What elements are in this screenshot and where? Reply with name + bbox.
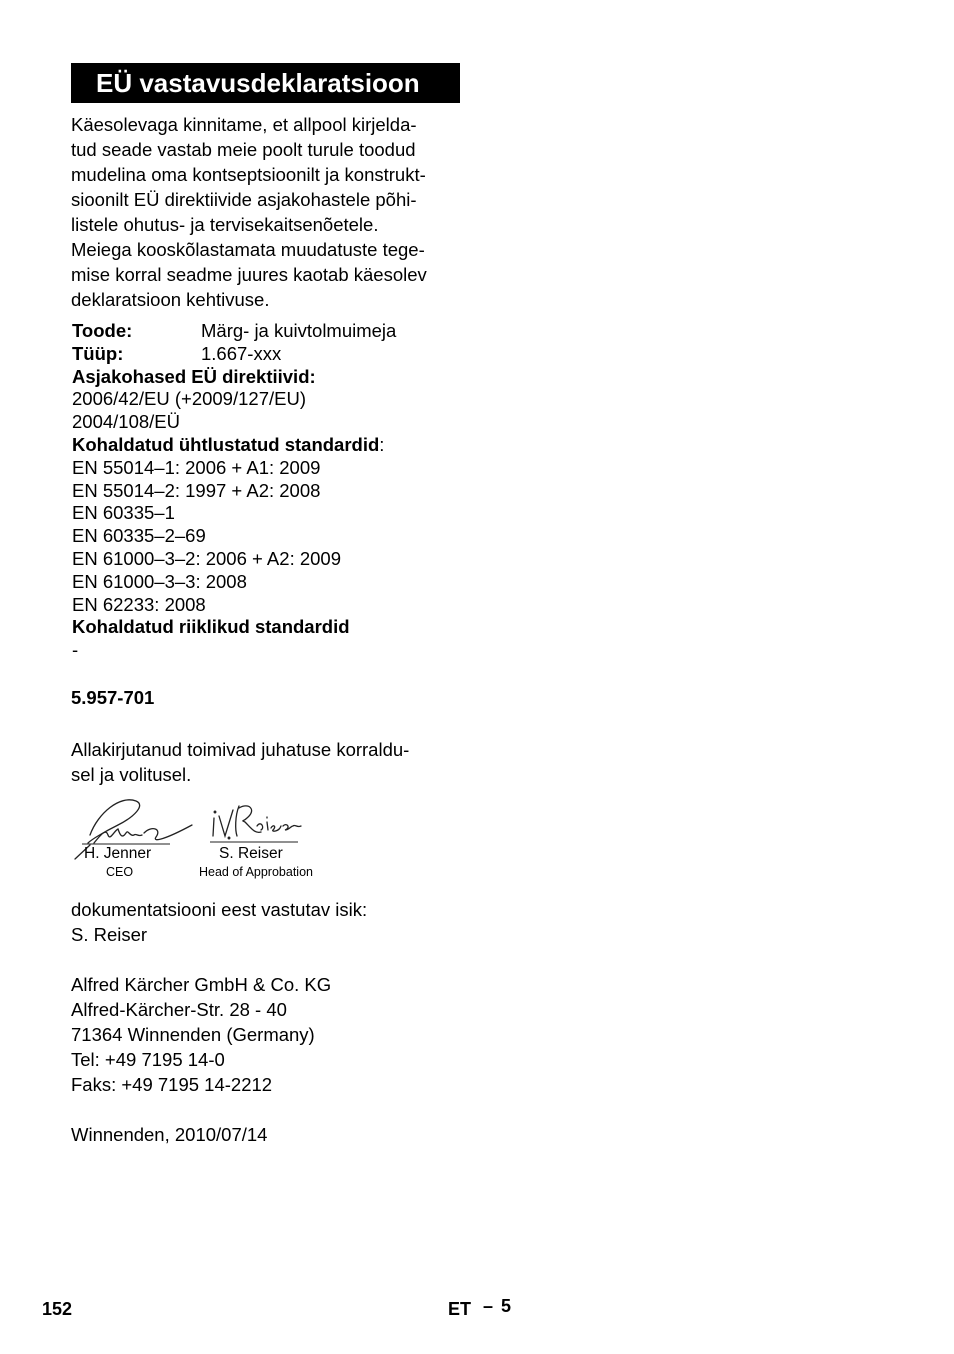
intro-paragraph bbox=[71, 112, 471, 312]
product-label: Toode: bbox=[72, 320, 133, 341]
signature-reiser bbox=[205, 800, 305, 845]
product-value: Märg- ja kuivtolmuimeja bbox=[201, 320, 397, 341]
footer-section: 5 bbox=[501, 1296, 512, 1316]
responsible-name: S. Reiser bbox=[71, 924, 148, 945]
document-number: 5.957-701 bbox=[71, 687, 155, 708]
national-heading: Kohaldatud riiklikud standardid bbox=[72, 616, 350, 638]
responsible-block bbox=[71, 897, 471, 947]
specification-block bbox=[72, 320, 396, 662]
standard-item: EN 60335–2–69 bbox=[72, 525, 206, 547]
page-number: 152 bbox=[42, 1299, 73, 1319]
intro-line: Meiega kooskõlastamata muudatuste tege- bbox=[71, 239, 425, 260]
intro-line: listele ohutus- ja tervisekaitsenõetele. bbox=[71, 214, 379, 235]
signatory-role: Head of Approbation bbox=[199, 865, 313, 879]
standard-item: EN 61000–3–3: 2008 bbox=[72, 570, 247, 592]
standard-item: EN 62233: 2008 bbox=[72, 593, 206, 615]
signed-paragraph bbox=[71, 737, 471, 787]
responsible-label: dokumentatsiooni eest vastutav isik: bbox=[71, 899, 368, 920]
footer-language: ET bbox=[448, 1299, 472, 1319]
address-block bbox=[71, 972, 471, 1097]
standard-item: EN 55014–2: 1997 + A2: 2008 bbox=[72, 479, 321, 501]
standard-item: EN 55014–1: 2006 + A1: 2009 bbox=[72, 456, 321, 478]
harmonized-colon: : bbox=[379, 433, 385, 455]
intro-line: tud seade vastab meie poolt turule toodud bbox=[71, 139, 416, 160]
intro-line: mise korral seadme juures kaotab käesolev bbox=[71, 264, 427, 285]
directive-item: 2004/108/EÜ bbox=[72, 411, 181, 433]
standard-item: EN 60335–1 bbox=[72, 502, 175, 524]
type-value: 1.667-xxx bbox=[201, 342, 282, 364]
intro-line: Käesolevaga kinnitame, et allpool kirjelda- bbox=[71, 114, 417, 135]
harmonized-heading-row bbox=[72, 434, 396, 457]
address-line: Alfred-Kärcher-Str. 28 - 40 bbox=[71, 999, 287, 1020]
intro-line: deklaratsioon kehtivuse. bbox=[71, 289, 270, 310]
national-value: - bbox=[72, 639, 79, 661]
standard-item: EN 61000–3–2: 2006 + A2: 2009 bbox=[72, 547, 341, 569]
signed-line: Allakirjutanud toimivad juhatuse korraldu- bbox=[71, 739, 410, 760]
product-row bbox=[72, 320, 396, 343]
page-title: EÜ vastavusdeklaratsioon bbox=[71, 63, 460, 103]
intro-line: sioonilt EÜ direktiivide asjakohastele põhi- bbox=[71, 189, 417, 210]
signatory-name: H. Jenner bbox=[84, 845, 152, 862]
signed-line: sel ja volitusel. bbox=[71, 764, 192, 785]
harmonized-heading: Kohaldatud ühtlustatud standardid bbox=[72, 433, 380, 455]
signatory-role: CEO bbox=[106, 865, 134, 879]
signatory-name: S. Reiser bbox=[219, 845, 283, 862]
intro-line: mudelina oma kontseptsioonilt ja konstrukt- bbox=[71, 164, 426, 185]
type-row bbox=[72, 343, 396, 366]
directives-heading: Asjakohased EÜ direktiivid: bbox=[72, 365, 316, 387]
place-date: Winnenden, 2010/07/14 bbox=[71, 1124, 268, 1145]
address-line: Alfred Kärcher GmbH & Co. KG bbox=[71, 974, 332, 995]
type-label: Tüüp: bbox=[72, 342, 124, 364]
address-line: Faks: +49 7195 14-2212 bbox=[71, 1074, 273, 1095]
address-line: 71364 Winnenden (Germany) bbox=[71, 1024, 315, 1045]
address-line: Tel: +49 7195 14-0 bbox=[71, 1049, 225, 1070]
directive-item: 2006/42/EU (+2009/127/EU) bbox=[72, 388, 306, 410]
footer-separator: – bbox=[483, 1296, 494, 1316]
